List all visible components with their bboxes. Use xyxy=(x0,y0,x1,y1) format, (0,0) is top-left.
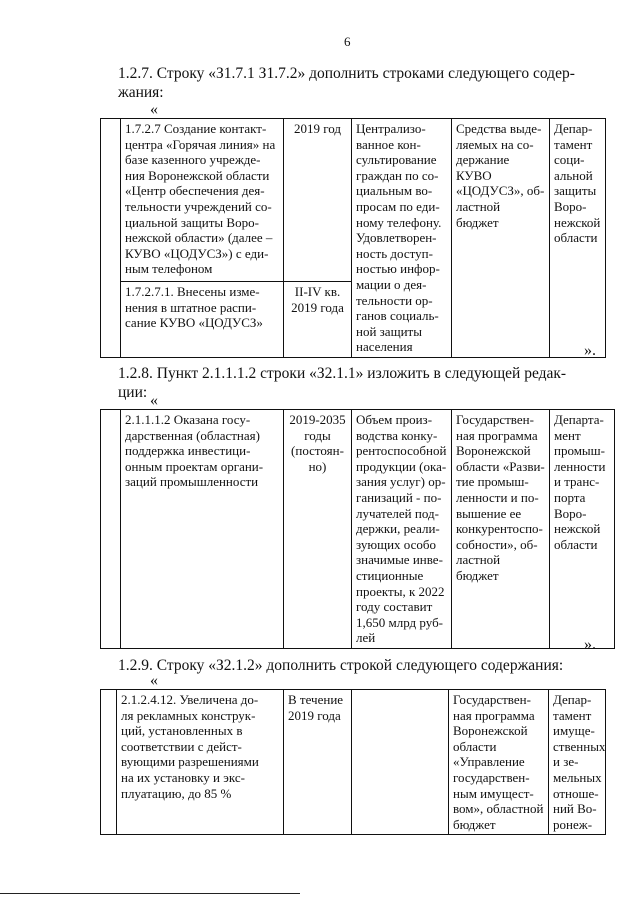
page-number: 6 xyxy=(344,34,351,49)
cell-result: Объем произ- водства конку- рентоспособной продукции (ока- зания услуг) ор- ганизаций - по- лучателей под- держки, реали- зующих особо значимые инве- стиционные проекты, к 2022 году составит 1,650 млрд руб- лей xyxy=(352,410,452,649)
open-quote-1: « xyxy=(150,101,158,118)
cell-result xyxy=(352,690,449,835)
footer-rule xyxy=(0,893,300,894)
close-quote-2: ». xyxy=(584,636,596,653)
cell-finance: Государствен- ная программа Воронежской области «Разви- тие промыш- ленности и по- вышение ее конкурентоспо- собности», об- ластной бюджет xyxy=(452,410,550,649)
table-section-2 xyxy=(100,409,615,649)
open-quote-3: « xyxy=(150,672,158,689)
table-margin-cell xyxy=(101,690,117,835)
cell-result: Централизо- ванное кон- сультирование граждан по со- циальным во- просам по еди- ному телефону. Удовлетворен- ность доступ- ностью инфор- мации о дея- тельности ор- ганов социаль- ной защиты населения xyxy=(352,119,452,358)
cell-executor: Депар- тамент соци- альной защиты Воро- нежской области xyxy=(550,119,606,358)
cell-term: II-IV кв. 2019 года xyxy=(284,281,352,357)
section-heading-2: 1.2.8. Пункт 2.1.1.1.2 строки «З2.1.1» изложить в следующей редак- ции: xyxy=(118,365,567,401)
table-row xyxy=(101,119,606,282)
cell-executor: Департа- мент промыш- ленности и транс- порта Воро- нежской области xyxy=(550,410,615,649)
close-quote-1: ». xyxy=(584,342,596,359)
cell-term: 2019-2035 годы (постоян- но) xyxy=(284,410,352,649)
cell-executor: Депар- тамент имуще- ственных и зе- мельных отноше- ний Во- ронеж- xyxy=(549,690,606,835)
cell-finance: Государствен- ная программа Воронежской области «Управление государствен- ным имущест- вом», областной бюджет xyxy=(449,690,549,835)
table-row xyxy=(101,410,615,649)
cell-name: 1.7.2.7 Создание контакт- центра «Горячая линия» на базе казенного учрежде- ния Воронежской области «Центр обеспечения дея- тельности учреждений со- циальной защиты Воро- нежской области» (далее – КУВО «ЦОДУСЗ») с еди- ным телефоном xyxy=(121,119,284,282)
cell-name: 2.1.2.4.12. Увеличена до- ля рекламных конструк- ций, установленных в соответствии с дейст- вующими разрешениями на их установку и экс- плуатацию, до 85 % xyxy=(117,690,284,835)
cell-term: В течение 2019 года xyxy=(284,690,352,835)
table-row xyxy=(101,690,606,835)
cell-name: 2.1.1.1.2 Оказана госу- дарственная (областная) поддержка инвестици- онным проектам органи- заций промышленности xyxy=(121,410,284,649)
section-heading-3: 1.2.9. Строку «З2.1.2» дополнить строкой следующего содержания: xyxy=(118,657,564,674)
table-margin-cell xyxy=(101,410,121,649)
table-section-1 xyxy=(100,118,606,358)
cell-name: 1.7.2.7.1. Внесены изме- нения в штатное распи- сание КУВО «ЦОДУСЗ» xyxy=(121,281,284,357)
cell-finance: Средства выде- ляемых на со- держание КУВО «ЦОДУСЗ», об- ластной бюджет xyxy=(452,119,550,358)
table-section-3 xyxy=(100,689,606,835)
cell-term: 2019 год xyxy=(284,119,352,282)
section-heading-1: 1.2.7. Строку «З1.7.1 З1.7.2» дополнить строками следующего содер- жания: xyxy=(118,65,575,101)
open-quote-2: « xyxy=(150,392,158,409)
table-margin-cell xyxy=(101,119,121,358)
